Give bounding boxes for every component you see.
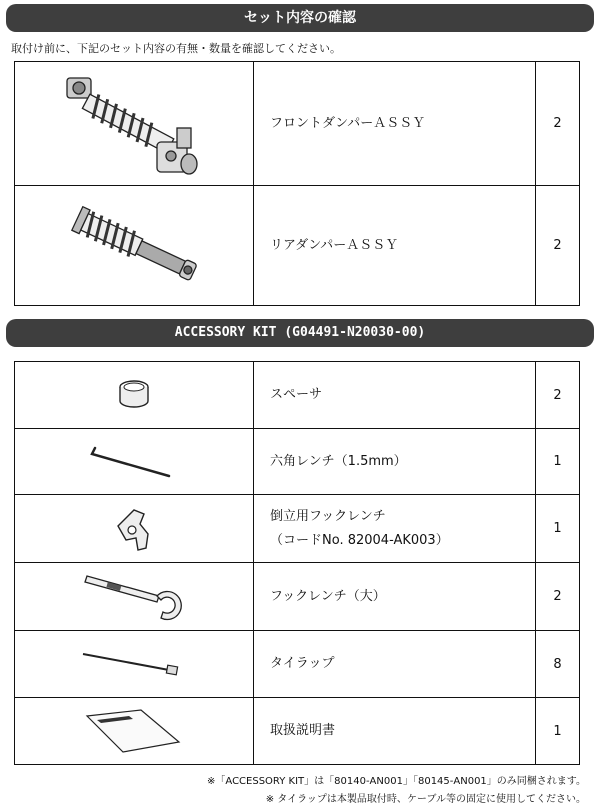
instruction-text: 取付け前に、下記のセット内容の有無・数量を確認してください。 — [11, 42, 341, 55]
hex-wrench-icon — [89, 440, 179, 484]
item-name: 六角レンチ（1.5mm） — [254, 429, 536, 495]
item-quantity: 2 — [536, 362, 580, 429]
footnote-accessory-kit: ※「ACCESSORY KIT」は「80140-AN001」「80145-AN001」のみ同梱されます。 — [207, 776, 586, 787]
item-code: （コードNo. 82004-AK003） — [270, 532, 449, 548]
spacer-icon — [104, 375, 164, 415]
manual-icon — [79, 706, 189, 756]
table-row — [15, 62, 580, 186]
item-name: 取扱説明書 — [254, 698, 536, 765]
table-row — [15, 362, 580, 429]
item-name: フックレンチ（大） — [254, 563, 536, 631]
item-quantity: 1 — [536, 429, 580, 495]
table-row — [15, 563, 580, 631]
cable-tie-icon — [79, 646, 189, 682]
footnote-cable-tie: ※ タイラップは本製品取付時、ケーブル等の固定に使用してください。 — [265, 794, 586, 805]
item-quantity: 1 — [536, 495, 580, 563]
item-quantity: 2 — [536, 563, 580, 631]
item-quantity: 8 — [536, 631, 580, 698]
item-name: リアダンパーＡＳＳＹ — [254, 186, 536, 306]
table-row — [15, 631, 580, 698]
hook-wrench-icon — [79, 572, 189, 622]
table-row — [15, 698, 580, 765]
item-quantity: 1 — [536, 698, 580, 765]
contents-table — [14, 61, 580, 306]
item-name: スペーサ — [254, 362, 536, 429]
table-row — [15, 429, 580, 495]
inverted-hook-wrench-icon — [104, 504, 164, 554]
front-damper-icon — [59, 68, 209, 180]
item-quantity: 2 — [536, 186, 580, 306]
item-name: フロントダンパーＡＳＳＹ — [254, 62, 536, 186]
item-quantity: 2 — [536, 62, 580, 186]
rear-damper-icon — [59, 196, 209, 296]
accessory-kit-table — [14, 361, 580, 765]
item-name: 倒立用フックレンチ — [270, 508, 386, 524]
table-row — [15, 495, 580, 563]
item-name: タイラップ — [254, 631, 536, 698]
section-title-accessory-kit: ACCESSORY KIT (G04491-N20030-00) — [6, 319, 594, 347]
section-title-contents: セット内容の確認 — [6, 4, 594, 32]
table-row — [15, 186, 580, 306]
